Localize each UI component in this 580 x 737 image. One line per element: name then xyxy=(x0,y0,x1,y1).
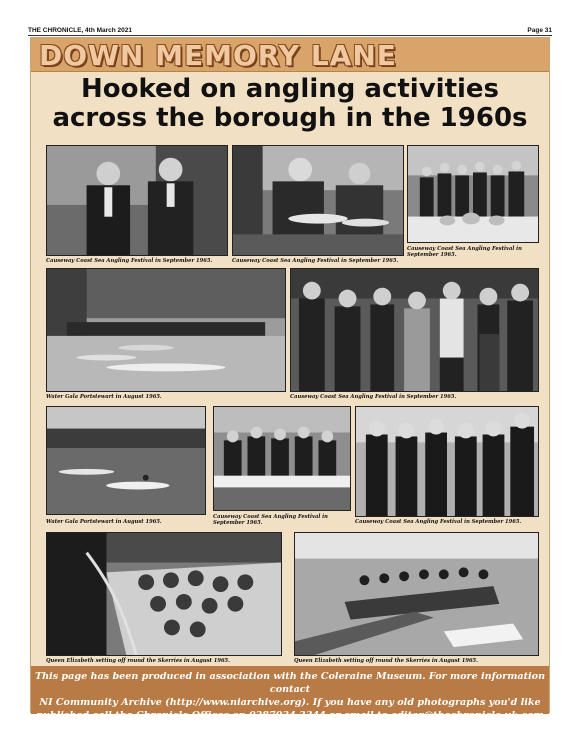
caption-photo-3: Causeway Coast Sea Angling Festival in September 1965. xyxy=(407,246,522,258)
photo-water-gala-2 xyxy=(46,406,206,515)
photo-water-gala-1 xyxy=(46,268,286,392)
footer-line-2: NI Community Archive (http://www.niarchive.org). If you have any old photographs you'd like xyxy=(39,697,541,708)
headline xyxy=(31,75,549,133)
footer-credits xyxy=(31,666,549,721)
headline-line-1: Hooked on angling activities xyxy=(80,74,500,104)
caption-photo-10: Queen Elizabeth setting off round the Skerries in August 1965. xyxy=(294,658,478,664)
page-number: Page 31 xyxy=(527,26,552,34)
photo-presentation-group xyxy=(290,268,539,392)
photo-group-with-trophies xyxy=(407,145,539,243)
caption-photo-8: Causeway Coast Sea Angling Festival in September 1965. xyxy=(355,519,522,525)
photo-men-with-fish xyxy=(232,145,404,256)
photo-two-young-men xyxy=(46,145,228,256)
caption-photo-9: Queen Elizabeth setting off round the Skerries in August 1965. xyxy=(46,658,230,664)
caption-photo-4: Water Gala Portstewart in August 1965. xyxy=(46,394,162,400)
footer-line-3: published call the Chronicle Offices on 0287034 3344 or email to editor@thechronicle.uk.com xyxy=(36,710,544,721)
headline-line-2: across the borough in the 1960s xyxy=(52,103,528,133)
caption-photo-7: Causeway Coast Sea Angling Festival in September 1965. xyxy=(213,514,328,526)
publication-name: THE CHRONICLE, 4th March 2021 xyxy=(28,26,133,34)
photo-judges-table xyxy=(213,406,351,511)
photo-queen-elizabeth-boat-1 xyxy=(46,532,282,656)
caption-photo-6: Water Gala Portstewart in August 1965. xyxy=(46,519,162,525)
photo-men-with-cups xyxy=(355,406,539,517)
caption-photo-2: Causeway Coast Sea Angling Festival in September 1965. xyxy=(232,258,399,264)
banner-title: DOWN MEMORY LANE xyxy=(39,39,397,72)
photo-queen-elizabeth-boat-2 xyxy=(294,532,539,656)
memory-lane-page xyxy=(30,37,550,721)
caption-photo-5: Causeway Coast Sea Angling Festival in September 1965. xyxy=(290,394,457,400)
header-rule xyxy=(28,35,552,36)
section-banner xyxy=(31,38,549,72)
caption-photo-1: Causeway Coast Sea Angling Festival in September 1965. xyxy=(46,258,213,264)
footer-line-1: This page has been produced in association with the Coleraine Museum. For more information contact xyxy=(34,671,546,695)
